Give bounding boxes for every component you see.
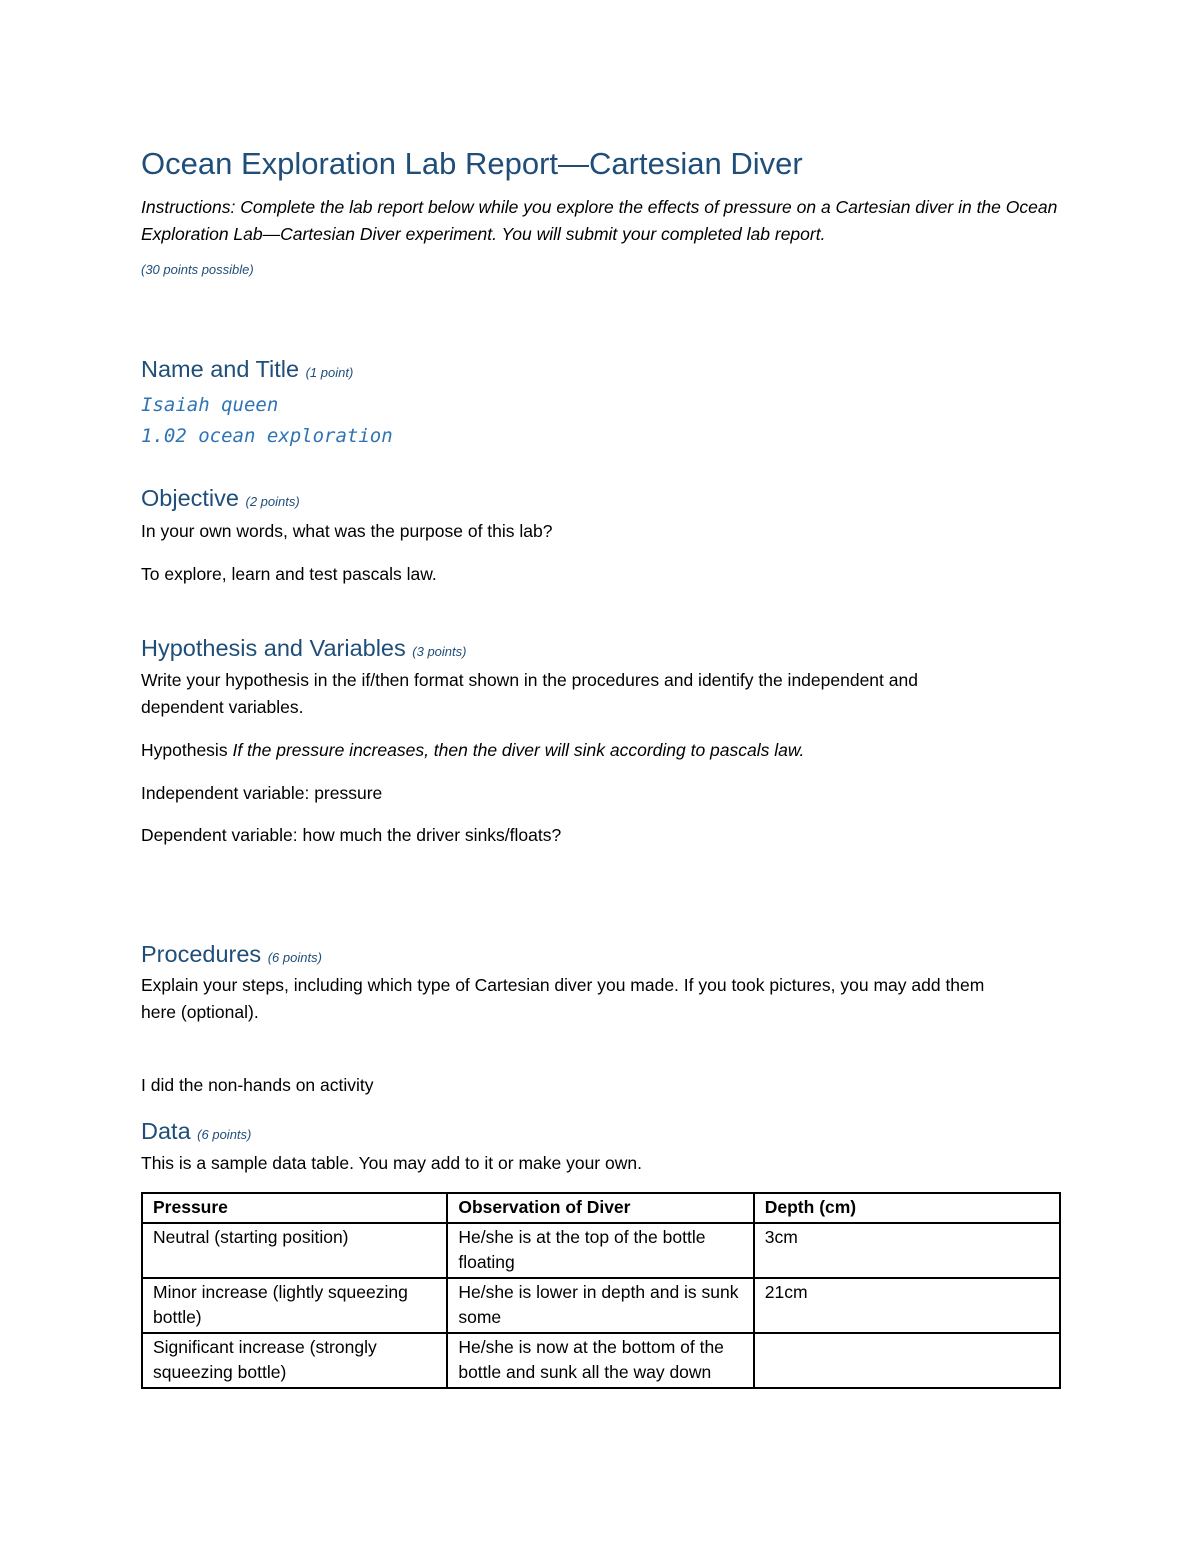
procedures-prompt-line1: Explain your steps, including which type of Cartesian diver you made. If you took pictures, you may add them (141, 975, 985, 995)
dependent-variable: Dependent variable: how much the driver sinks/floats? (141, 825, 562, 845)
hypothesis-prompt-line2: dependent variables. (141, 697, 304, 717)
table-cell: He/she is now at the bottom of the bottle and sunk all the way down (447, 1333, 753, 1388)
objective-answer: To explore, learn and test pascals law. (141, 564, 437, 584)
procedures-answer: I did the non-hands on activity (141, 1075, 374, 1095)
table-header-row (142, 1193, 1060, 1223)
table-cell: Significant increase (strongly squeezing bottle) (142, 1333, 447, 1388)
instructions-text: Instructions: Complete the lab report below while you explore the effects of pressure on a Cartesian diver in the Ocean Exploration Lab—Cartesian Diver experiment. You will submit your completed lab report. (141, 197, 1058, 244)
table-cell: Minor increase (lightly squeezing bottle) (142, 1278, 447, 1333)
table-cell: He/she is at the top of the bottle floating (447, 1223, 753, 1278)
independent-variable: Independent variable: pressure (141, 783, 383, 803)
points-possible: (30 points possible) (141, 262, 254, 277)
table-cell: Neutral (starting position) (142, 1223, 447, 1278)
hypothesis-statement (141, 740, 804, 761)
procedures-prompt-line2: here (optional). (141, 1002, 259, 1022)
data-table (141, 1192, 1061, 1389)
procedures-points: (6 points) (267, 950, 322, 965)
table-cell: He/she is lower in depth and is sunk some (447, 1278, 753, 1333)
table-cell: 21cm (754, 1278, 1060, 1333)
hypothesis-heading-text: Hypothesis and Variables (141, 635, 406, 661)
objective-heading (141, 485, 300, 512)
data-prompt: This is a sample data table. You may add to it or make your own. (141, 1153, 642, 1173)
column-header-depth: Depth (cm) (754, 1193, 1060, 1223)
data-heading (141, 1118, 251, 1145)
table-cell (754, 1333, 1060, 1388)
hypothesis-prompt-line1: Write your hypothesis in the if/then format shown in the procedures and identify the independent and (141, 670, 918, 690)
procedures-heading-text: Procedures (141, 941, 262, 967)
hypothesis-label: Hypothesis (141, 740, 228, 760)
procedures-heading (141, 941, 322, 968)
document-title: Ocean Exploration Lab Report—Cartesian Diver (141, 146, 803, 181)
table-row (142, 1278, 1060, 1333)
name-title-heading-text: Name and Title (141, 356, 300, 382)
name-title-heading (141, 356, 353, 383)
hypothesis-text: If the pressure increases, then the diver will sink according to pascals law. (232, 740, 805, 760)
student-name: Isaiah queen (141, 394, 279, 416)
objective-heading-text: Objective (141, 485, 239, 511)
hypothesis-heading (141, 635, 466, 662)
column-header-observation: Observation of Diver (447, 1193, 753, 1223)
table-row (142, 1223, 1060, 1278)
table-row (142, 1333, 1060, 1388)
data-points: (6 points) (197, 1127, 252, 1142)
objective-points: (2 points) (245, 494, 300, 509)
objective-prompt: In your own words, what was the purpose of this lab? (141, 521, 553, 541)
table-cell: 3cm (754, 1223, 1060, 1278)
course-title: 1.02 ocean exploration (141, 425, 393, 447)
name-title-points: (1 point) (305, 365, 354, 380)
column-header-pressure: Pressure (142, 1193, 447, 1223)
hypothesis-points: (3 points) (412, 644, 467, 659)
data-heading-text: Data (141, 1118, 191, 1144)
